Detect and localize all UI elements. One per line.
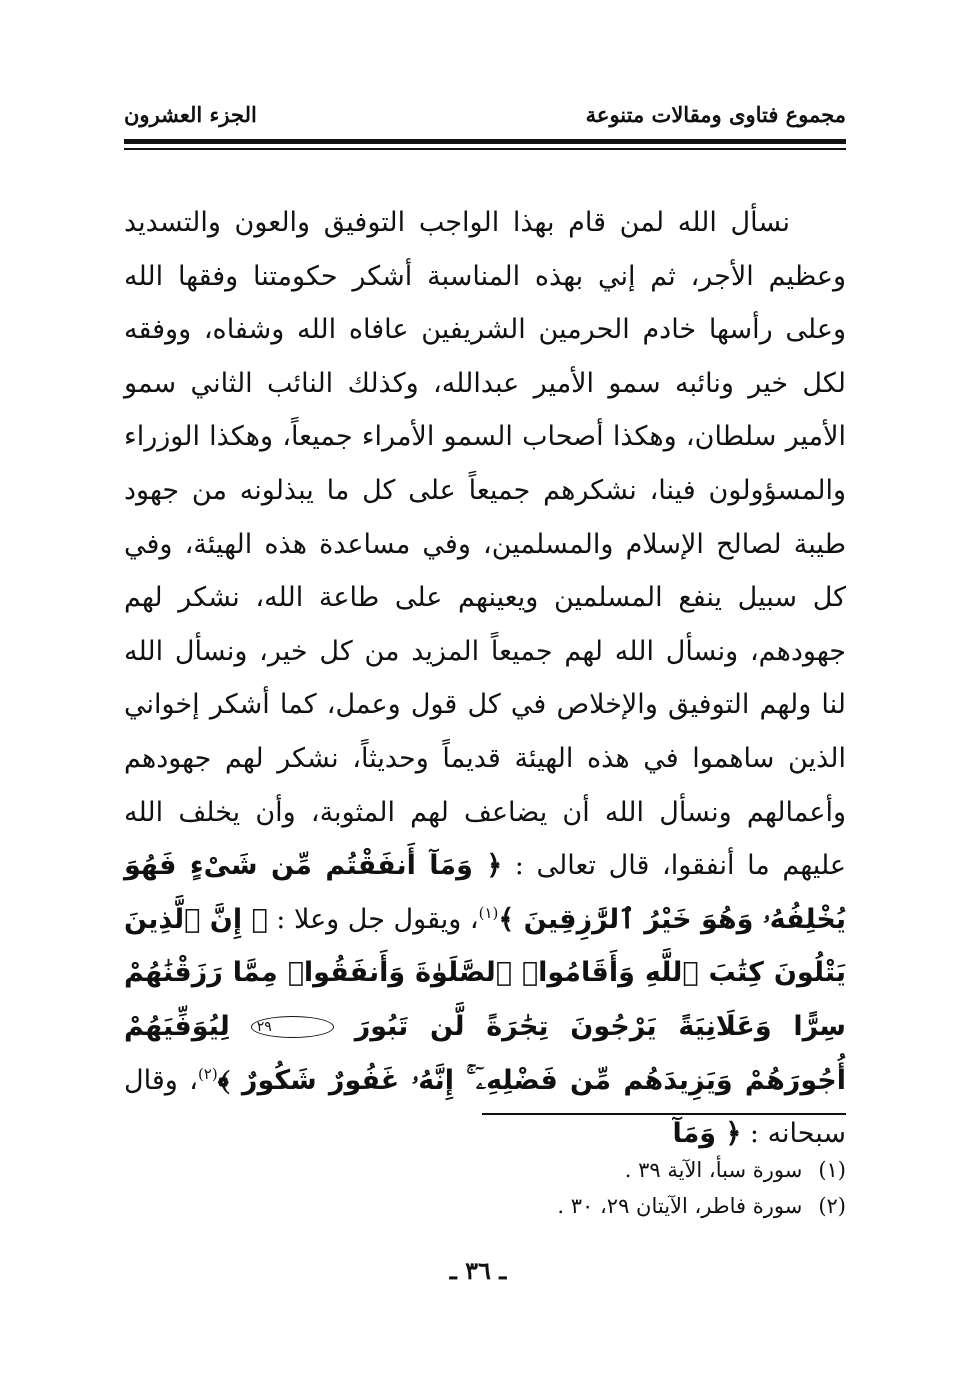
book-title: مجموع فتاوى ومقالات متنوعة — [585, 101, 846, 127]
quran-verse-saba: ﴿ وَمَآ أَنفَقْتُم مِّن شَىْءٍ فَهُوَ يُخْلِفُهُۥ وَهُوَ خَيْرُ ٱلرَّٰزِقِينَ ﴾ — [124, 850, 846, 935]
footnote-separator — [482, 1113, 846, 1115]
volume-title: الجزء العشرون — [124, 101, 257, 127]
footnote-2 — [124, 1188, 846, 1224]
verse-number-marker: ٢٩ — [251, 1016, 334, 1038]
body-text-transition: ، ويقول جل وعلا : — [276, 903, 479, 935]
page-number: ـ ٣٦ ـ — [449, 1256, 507, 1285]
footnote-number: (٢) — [818, 1194, 846, 1218]
running-header — [124, 96, 846, 132]
footnote-ref-1: (١) — [478, 903, 499, 922]
paragraph — [124, 196, 846, 1161]
footnote-text: سورة سبأ، الآية ٣٩ . — [624, 1158, 803, 1182]
footnote-number: (١) — [818, 1158, 846, 1182]
header-rule-thin — [124, 148, 846, 150]
quran-verse-fatir-29: ﴿ إِنَّ ٱلَّذِينَ يَتْلُونَ كِتَٰبَ ٱللَّهِ وَأَقَامُوا۟ ٱلصَّلَوٰةَ وَأَنفَقُوا۟ مِمَّا رَزَقْنَٰهُمْ سِرًّا وَعَلَانِيَةً يَرْجُونَ تِجَٰرَةً لَّن تَبُورَ — [124, 903, 846, 1042]
footnote-1 — [124, 1152, 846, 1188]
main-text — [124, 196, 846, 1161]
footnote-text: سورة فاطر، الآيتان ٢٩، ٣٠ . — [557, 1194, 803, 1218]
quran-verse-fatir-30: لِيُوَفِّيَهُمْ أُجُورَهُمْ وَيَزِيدَهُم مِّن فَضْلِهِۦٓ ۚ إِنَّهُۥ غَفُورٌ شَكُورٌ ﴾ — [124, 1010, 846, 1096]
footnotes — [124, 1152, 846, 1224]
footnote-ref-2: (٢) — [197, 1064, 218, 1083]
quran-verse-continued: ﴿ وَمَآ — [672, 1118, 742, 1150]
body-text-intro: نسأل الله لمن قام بهذا الواجب التوفيق والعون والتسديد وعظيم الأجر، ثم إني بهذه المناسبة أشكر حكومتنا وفقها الله وعلى رأسها خادم الحرمين الشريفين عافاه الله وشفاه، ووفقه لكل خير ونائبه سمو الأمير عبدالله، وكذلك النائب الثاني سمو الأمير سلطان، وهكذا أصحاب السمو الأمراء جميعاً، وهكذا الوزراء والمسؤولون فينا، نشكرهم جميعاً على كل ما يبذلونه من جهود طيبة لصالح الإسلام والمسلمين، وفي مساعدة هذه الهيئة، وفي كل سبيل ينفع المسلمين ويعينهم على طاعة الله، نشكر لهم جهودهم، ونسأل الله لهم جميعاً المزيد من كل خير، ونسأل الله لنا ولهم التوفيق والإخلاص في كل قول وعمل، كما أشكر إخواني الذين ساهموا في هذه الهيئة قديماً وحديثاً، نشكر لهم جهودهم وأعمالهم ونسأل الله أن يضاعف لهم المثوبة، وأن يخلف الله عليهم ما أنفقوا، قال تعالى : — [124, 207, 846, 882]
header-rule-thick — [124, 139, 846, 144]
body-text-continuation: ، وقال سبحانه : — [124, 1064, 846, 1150]
